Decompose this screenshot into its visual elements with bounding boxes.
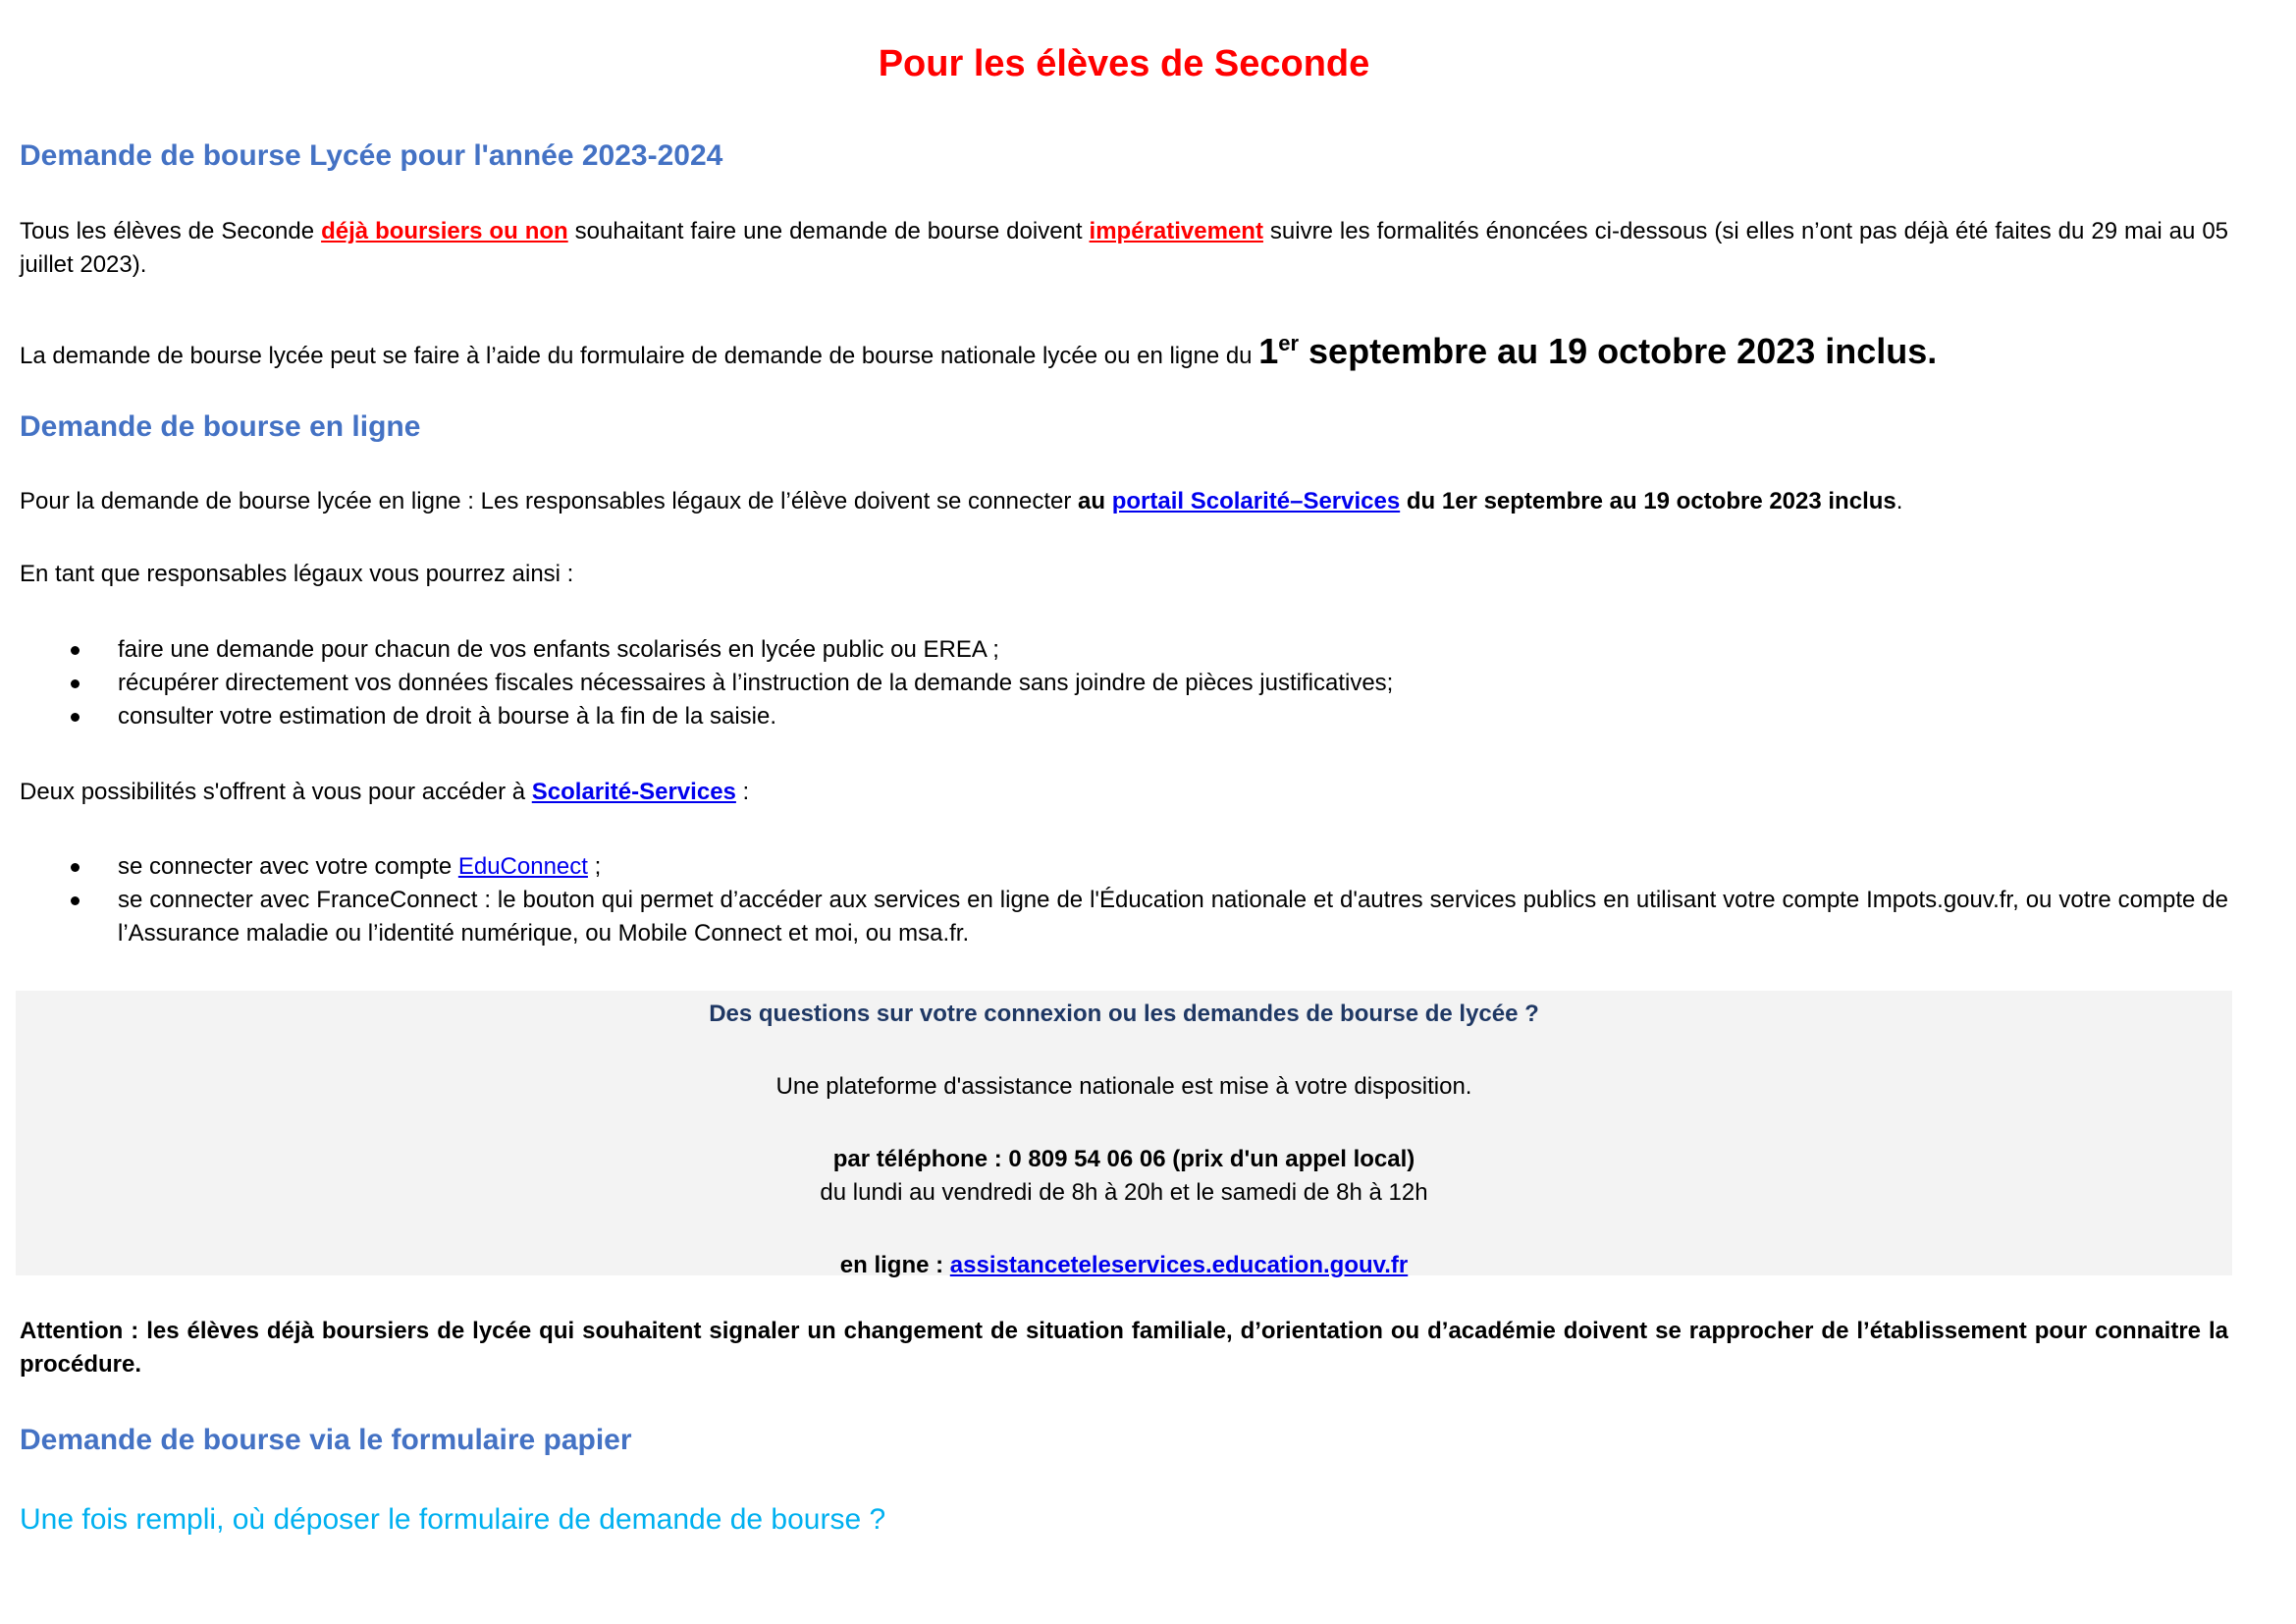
page-title: Pour les élèves de Seconde — [878, 43, 1370, 84]
educonnect-link[interactable]: EduConnect — [457, 853, 588, 880]
list-item-text: récupérer directement vos données fiscales nécessaires à l’instruction de la demande sans joindre de pièces justificatives; — [118, 670, 1394, 696]
online-label: en ligne : — [839, 1252, 950, 1278]
paragraph-en-ligne — [20, 485, 2228, 518]
list-item — [20, 633, 2228, 667]
date-range: septembre au 19 octobre 2023 inclus. — [1299, 331, 1938, 371]
capabilities-list — [20, 633, 2228, 733]
attention-notice: Attention : les élèves déjà boursiers de lycée qui souhaitent signaler un changement de situation familiale, d’orientation ou d’académie doivent se rapprocher de l’établissement pour connaitre la procédure. — [20, 1318, 2228, 1378]
list-item-text: se connecter avec FranceConnect : le bouton qui permet d’accéder aux services en ligne de l'Éducation nationale et d'autres services publics en utilisant votre compte Impots.gouv.fr, ou votre compte de l’Assurance maladie ou l’identité numérique, ou Mobile Connect et moi, ou msa.fr. — [118, 887, 2228, 947]
list-item — [20, 667, 2228, 700]
highlight-imperativement: impérativement — [1089, 218, 1263, 244]
possibilites-colon: : — [735, 779, 750, 805]
bullet-icon — [71, 679, 80, 688]
en-ligne-period: . — [1896, 488, 1903, 514]
paragraph-possibilites — [20, 776, 2228, 809]
intro-text-1: Tous les élèves de Seconde — [20, 218, 322, 244]
bullet-icon — [71, 863, 80, 872]
scolarite-services-link[interactable]: Scolarité-Services — [531, 779, 736, 805]
paragraph-dates — [20, 321, 2228, 379]
date-superscript: er — [1278, 331, 1300, 355]
section-heading-en-ligne: Demande de bourse en ligne — [20, 410, 421, 443]
paragraph-responsables: En tant que responsables légaux vous pourrez ainsi : — [20, 561, 574, 587]
info-box-hours: du lundi au vendredi de 8h à 20h et le samedi de 8h à 12h — [820, 1179, 1428, 1206]
possibilites-text: Deux possibilités s'offrent à vous pour accéder à — [20, 779, 532, 805]
formulaire-question: Une fois rempli, où déposer le formulaire de demande de bourse ? — [20, 1503, 886, 1536]
assistance-info-box — [16, 991, 2232, 1278]
list-item — [20, 884, 2228, 950]
dates-highlight — [1258, 331, 1937, 371]
list-item — [20, 850, 2228, 884]
highlight-deja-boursiers: déjà boursiers ou non — [321, 218, 568, 244]
assistance-teleservices-link[interactable]: assistanceteleservices.education.gouv.fr — [949, 1252, 1409, 1278]
info-box-platform: Une plateforme d'assistance nationale est mise à votre disposition. — [775, 1073, 1472, 1100]
info-box-online — [16, 1249, 2232, 1282]
section-heading-formulaire-papier: Demande de bourse via le formulaire papier — [20, 1424, 632, 1456]
intro-text-2: souhaitant faire une demande de bourse doivent — [567, 218, 1090, 244]
list-item-text: consulter votre estimation de droit à bourse à la fin de la saisie. — [118, 703, 777, 730]
list-item-text-end: ; — [587, 853, 602, 880]
bullet-icon — [71, 713, 80, 722]
info-box-phone: par téléphone : 0 809 54 06 06 (prix d'un appel local) — [832, 1146, 1415, 1172]
en-ligne-dates: du 1er septembre au 19 octobre 2023 inclus — [1400, 488, 1896, 514]
bullet-icon — [71, 646, 80, 655]
en-ligne-text: Pour la demande de bourse lycée en ligne : Les responsables légaux de l’élève doivent se connecter — [20, 488, 1079, 514]
connection-options-list — [20, 850, 2228, 950]
list-item-text: faire une demande pour chacun de vos enfants scolarisés en lycée public ou EREA ; — [118, 636, 999, 663]
portail-scolarite-services-link[interactable]: portail Scolarité–Services — [1111, 488, 1401, 514]
bullet-icon — [71, 896, 80, 905]
list-item — [20, 700, 2228, 733]
paragraph-intro — [20, 215, 2228, 282]
intro-text-3: suivre les formalités énoncées ci-dessous (si elles n’ont pas déjà été faites du 29 mai au 05 juillet 2023). — [20, 218, 2229, 278]
dates-text: La demande de bourse lycée peut se faire à l’aide du formulaire de demande de bourse nationale lycée ou en ligne du — [20, 343, 1259, 369]
list-item-text: se connecter avec votre compte — [118, 853, 458, 880]
section-heading-bourse-lycee: Demande de bourse Lycée pour l'année 2023-2024 — [20, 139, 723, 172]
date-day: 1 — [1258, 331, 1279, 371]
en-ligne-au: au — [1078, 488, 1112, 514]
info-box-question: Des questions sur votre connexion ou les demandes de bourse de lycée ? — [709, 1001, 1539, 1027]
